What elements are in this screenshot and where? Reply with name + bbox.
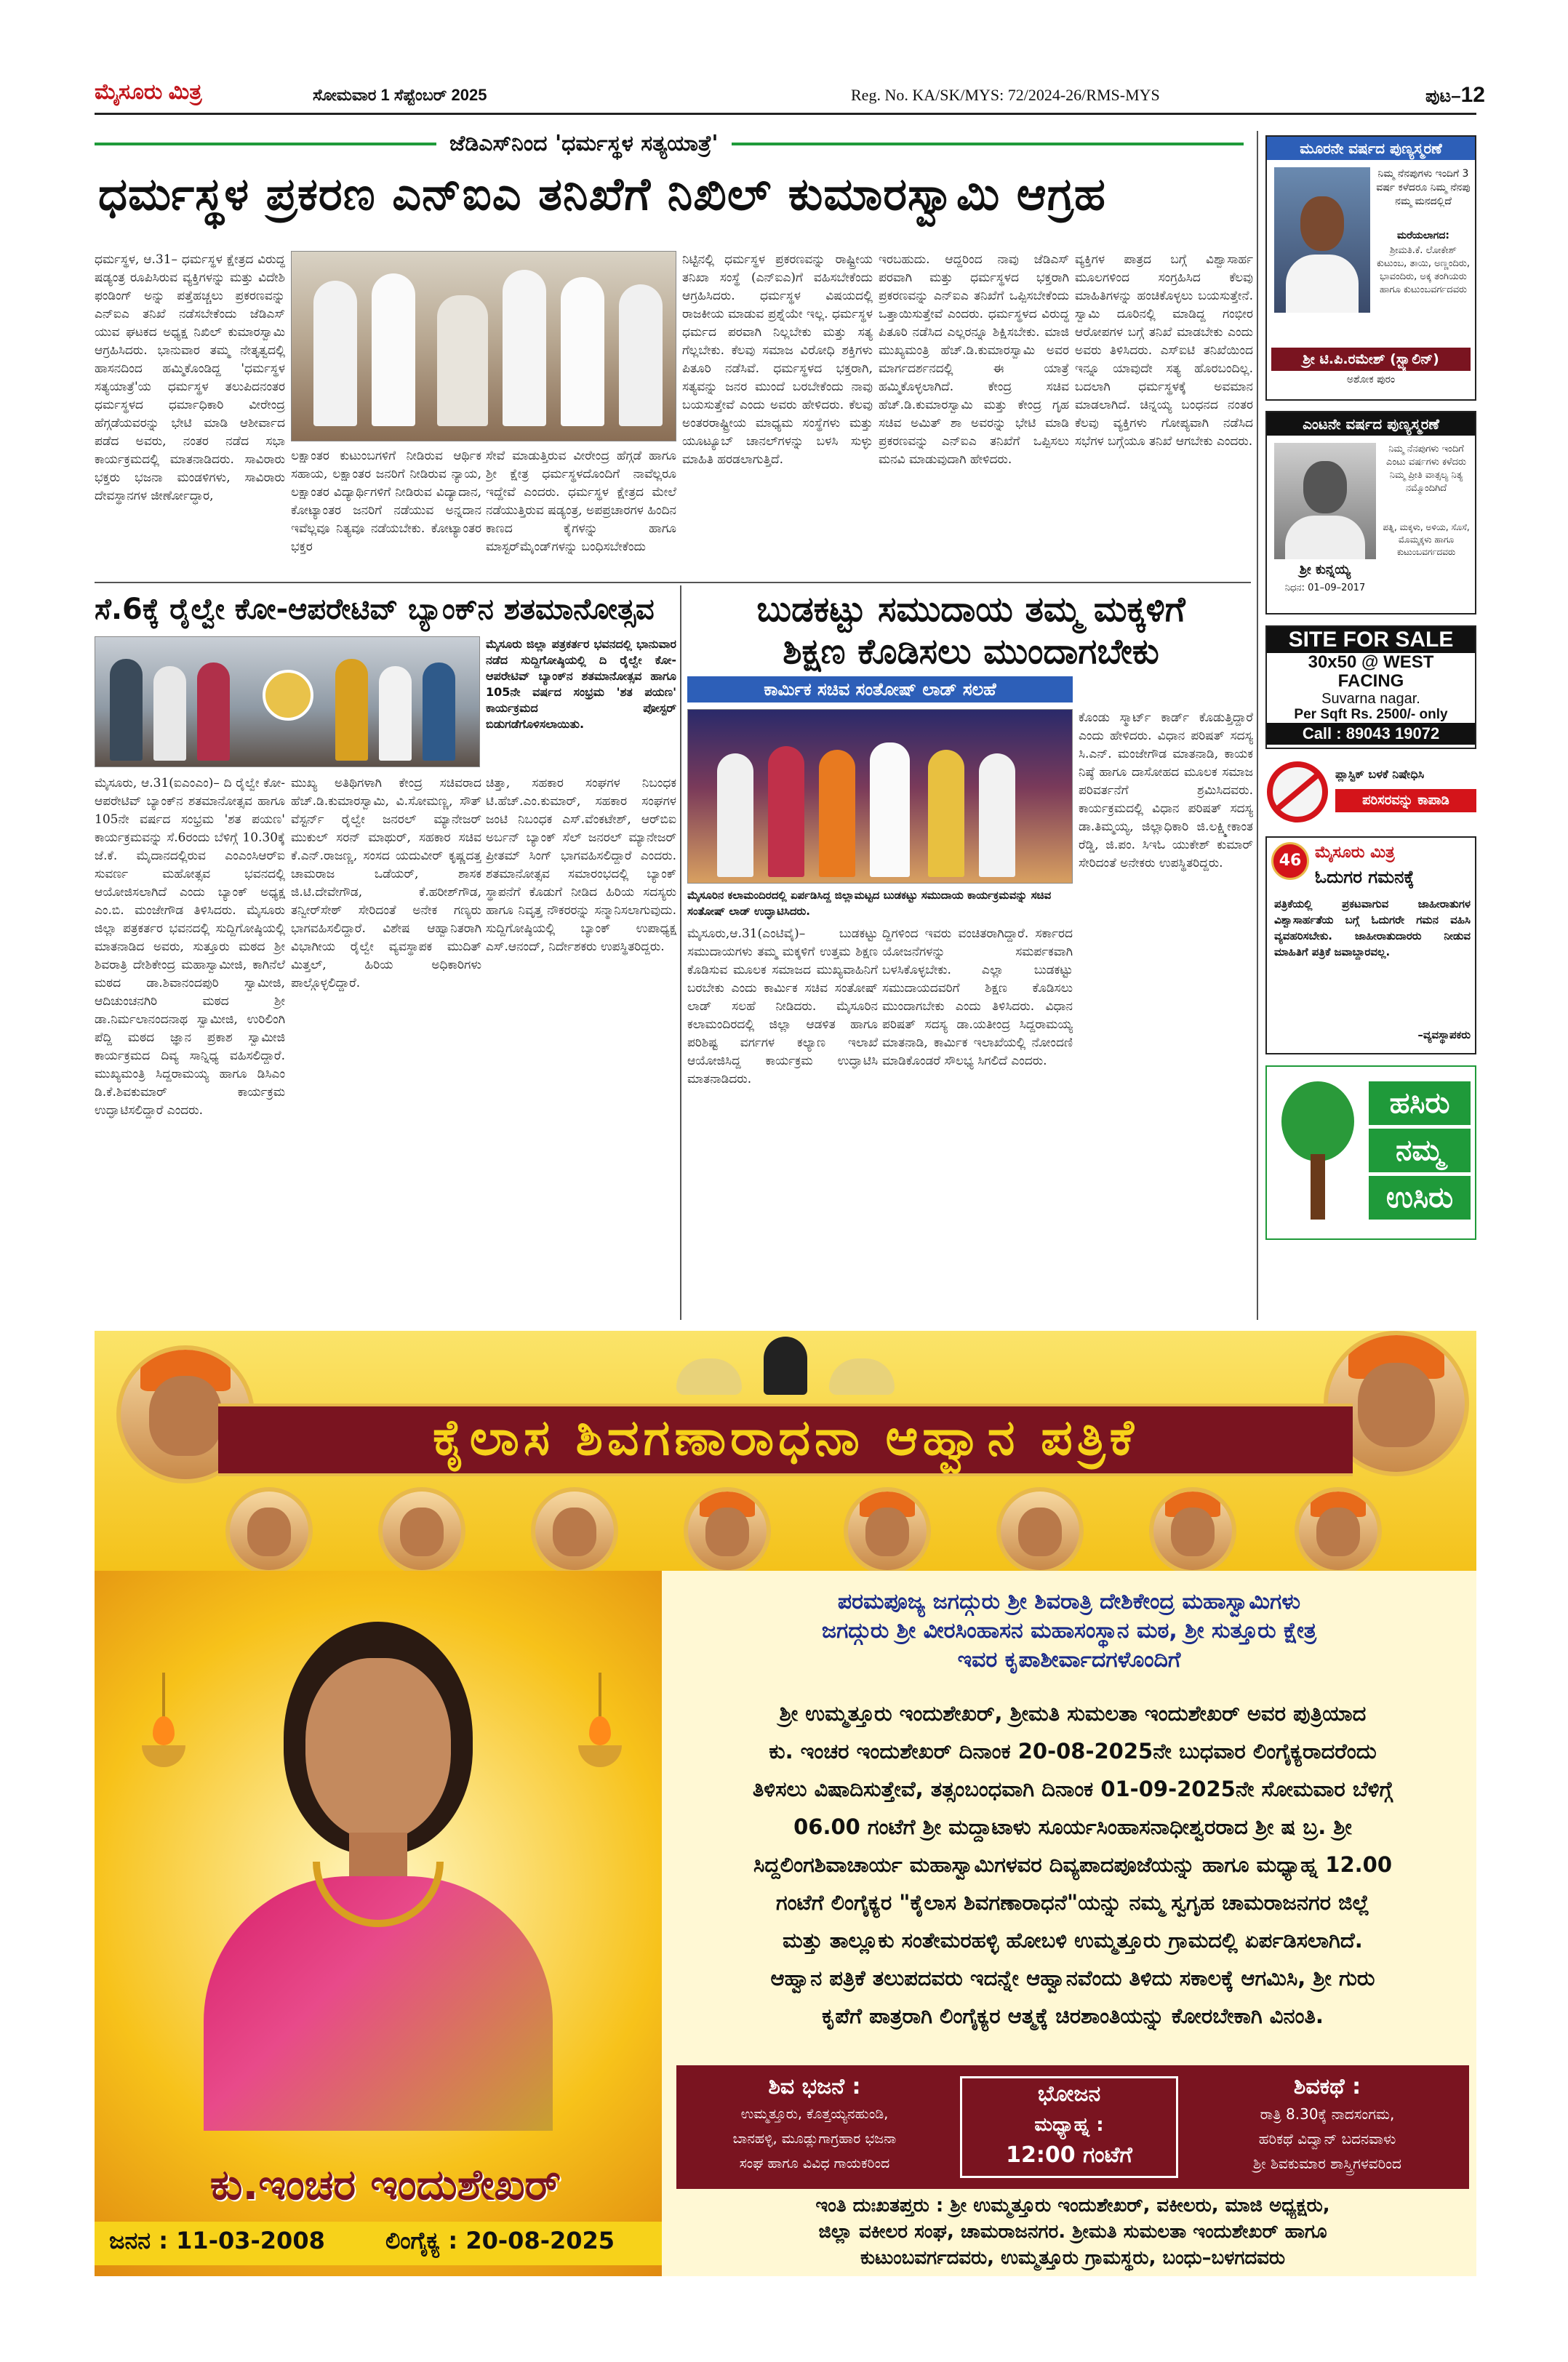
bhajane-line-2: ಬಾನಹಳ್ಳಿ, ಮೂಡ್ಲುಗಾಗ್ರಹಾರ ಭಜನಾ — [732, 2131, 897, 2147]
green-slogan-line-3: ಉಸಿರು — [1369, 1176, 1471, 1220]
mourners-line-1: ಇಂತಿ ದುಃಖತಪ್ತರು : ಶ್ರೀ ಉಮ್ಮತ್ತೂರು ಇಂದುಶೇಖರ್, ವಕೀಲರು, ಮಾಜಿ ಅಧ್ಯಕ್ಷರು, — [815, 2195, 1330, 2217]
swamiji-portrait-8 — [1295, 1487, 1382, 1574]
railway-photo — [95, 636, 480, 767]
ad-body-line-9: ಕೃಪೆಗೆ ಪಾತ್ರರಾಗಿ ಲಿಂಗೈಕ್ಯರ ಆತ್ಮಕ್ಕೆ ಚಿರಶಾಂತಿಯನ್ನು ಕೋರಬೇಕಾಗಿ ವಿನಂತಿ. — [822, 2003, 1324, 2028]
site-for-sale-ad — [1265, 625, 1476, 749]
ad-body — [676, 1694, 1469, 2035]
site-for-sale-title: SITE FOR SALE — [1267, 627, 1475, 653]
paper-name: ಮೈಸೂರು ಮಿತ್ರ — [95, 80, 202, 104]
mourners-line-2: ಜಿಲ್ಲಾ ವಕೀಲರ ಸಂಘ, ಚಾಮರಾಜನಗರ. ಶ್ರೀಮತಿ ಸುಮಲತಾ ಇಂದುಶೇಖರ್ ಹಾಗೂ — [818, 2221, 1327, 2243]
deceased-portrait — [204, 1622, 553, 2131]
shivakathe-line-2: ಹರಿಕಥೆ ವಿದ್ವಾನ್ ಬದನವಾಳು — [1258, 2130, 1396, 2147]
ad-body-line-8: ಆಹ್ವಾನ ಪತ್ರಿಕೆ ತಲುಪದವರು ಇದನ್ನೇ ಆಹ್ವಾನವೆಂದು ತಿಳಿದು ಸಕಾಲಕ್ಕೆ ಆಗಮಿಸಿ, ಶ್ರೀ ಗುರು — [770, 1966, 1375, 1990]
shivakathe-title: ಶಿವಕಥೆ : — [1293, 2074, 1361, 2099]
obituary-1-by-list: ಶ್ರೀಮತಿ.ಕೆ. ಲೋಕೇಶ್ ಕುಟುಂಬ, ತಾಯಿ, ಅಣ್ಣಂದಿರು, ಭಾವಂದಿರು, ಅಕ್ಕ ತಂಗಿಯರು ಹಾಗೂ ಕುಟುಂಬವರ್ಗದವರು — [1376, 245, 1471, 295]
plastic-ban-line-2: ಪರಿಸರವನ್ನು ಕಾಪಾಡಿ — [1335, 789, 1476, 812]
budakattu-caption: ಮೈಸೂರಿನ ಕಲಾಮಂದಿರದಲ್ಲಿ ಏರ್ಪಡಿಸಿದ್ದ ಜಿಲ್ಲಾಮಟ್ಟದ ಬುಡಕಟ್ಟು ಸಮುದಾಯ ಕಾರ್ಯಕ್ರಮವನ್ನು ಸಚಿವ ಸಂತೋಷ್ ಲಾಡ್ ಉದ್ಘಾಟಿಸಿದರು. — [687, 889, 1052, 918]
bhajane-block — [684, 2073, 945, 2182]
deceased-death: ಲಿಂಗೈಕ್ಯ : 20-08-2025 — [385, 2227, 615, 2254]
budakattu-column-1: ಮೈಸೂರು,ಆ.31(ಎಂಟಿವೈ)– ಬುಡಕಟ್ಟು ಸಮುದಾಯಗಳು ತಮ್ಮ ಮಕ್ಕಳಿಗೆ ಉತ್ತಮ ಶಿಕ್ಷಣ ಕೊಡಿಸುವ ಮೂಲಕ ಸಮಾಜದ ಮುಖ್ಯವಾಹಿನಿಗೆ ಬರಬೇಕು ಎಂದು ಕಾರ್ಮಿಕ ಸಚಿವ ಸಂತೋಷ್ ಲಾಡ್ ಸಲಹೆ ನೀಡಿದರು. ಮೈಸೂರಿನ ಕಲಾಮಂದಿರದಲ್ಲಿ ಜಿಲ್ಲಾ ಆಡಳಿತ ಹಾಗೂ ಪರಿಶಿಷ್ಟ ವರ್ಗಗಳ ಕಲ್ಯಾಣ ಇಲಾಖೆ ಆಯೋಜಿಸಿದ್ದ ಕಾರ್ಯಕ್ರಮ ಉದ್ಘಾಟಿಸಿ ಮಾತನಾಡಿದರು. — [687, 926, 878, 1086]
bhajane-title: ಶಿವ ಭಜನೆ : — [768, 2074, 861, 2099]
reader-notice — [1265, 836, 1476, 1054]
ad-blessing-3: ಇವರ ಕೃಪಾಶೀರ್ವಾದಗಳೊಂದಿಗೆ — [957, 1647, 1181, 1673]
reader-notice-paper: ಮೈಸೂರು ಮಿತ್ರ — [1315, 844, 1395, 862]
lead-column-6: ವ್ಯಕ್ತಿಗಳ ಪಾತ್ರದ ಬಗ್ಗೆ ವಿಶ್ವಾಸಾರ್ಹ ಮೂಲಗಳಿಂದ ಸಂಗ್ರಹಿಸಿದ ಕೆಲವು ಮಾಹಿತಿಗಳನ್ನು ಹಂಚಿಕೊಳ್ಳಲು ಬಯಸುತ್ತೇನೆ. ಸ್ವಾಮಿ ದೂರಿನಲ್ಲಿ ಮಾಡಿದ್ದ ಗಂಭೀರ ಆರೋಪಗಳ ಬಗ್ಗೆ ತನಿಖೆ ಮಾಡಬೇಕು ಎಂದು ಅವರು ತಿಳಿಸಿದರು. ಎಸ್‌ಐಟಿ ತನಿಖೆಯಿಂದ ಇನ್ನೂ ಯಾವುದೇ ಸತ್ಯ ಹೊರಬಂದಿಲ್ಲ. ಬದಲಾಗಿ ಧರ್ಮಸ್ಥಳಕ್ಕೆ ಅವಮಾನ ಮಾಡಲಾಗಿದೆ. ಚಿನ್ನಯ್ಯ ಬಂಧನದ ನಂತರ ಕೆಲವು ವ್ಯಕ್ತಿಗಳು ಗೋಪ್ಯವಾಗಿ ನಡೆಸಿದ ಸಭೆಗಳ ಬಗ್ಗೆಯೂ ತನಿಖೆ ಆಗಬೇಕು ಎಂದರು. — [1075, 252, 1253, 449]
reader-notice-body: ಪತ್ರಿಕೆಯಲ್ಲಿ ಪ್ರಕಟವಾಗುವ ಜಾಹೀರಾತುಗಳ ವಿಶ್ವಾಸಾರ್ಹತೆಯ ಬಗ್ಗೆ ಓದುಗರೇ ಗಮನ ವಹಿಸಿ ವ್ಯವಹರಿಸಬೇಕು. ಜಾಹೀರಾತುದಾರರು ನೀಡುವ ಮಾಹಿತಿಗೆ ಪತ್ರಿಕೆ ಜವಾಬ್ದಾರವಲ್ಲ. — [1274, 897, 1471, 958]
lamp-icon-right — [575, 1673, 625, 1782]
bhojana-block — [960, 2076, 1178, 2178]
budakattu-headline-1: ಬುಡಕಟ್ಟು ಸಮುದಾಯ ತಮ್ಮ ಮಕ್ಕಳಿಗೆ — [756, 589, 1185, 630]
budakattu-column-2: ದ್ದಿಗಳಿಂದ ಇವರು ವಂಚಿತರಾಗಿದ್ದಾರೆ. ಸರ್ಕಾರದ ಯೋಜನೆಗಳನ್ನು ಸಮರ್ಪಕವಾಗಿ ಬಳಸಿಕೊಳ್ಳಬೇಕು. ಎಲ್ಲಾ ಬುಡಕಟ್ಟು ಸಮುದಾಯದವರಿಗೆ ಶಿಕ್ಷಣ ಕೊಡಿಸಲು ಮುಂದಾಗಬೇಕು ಎಂದು ತಿಳಿಸಿದರು. ವಿಧಾನ ಪರಿಷತ್ ಸದಸ್ಯ ಡಾ.ಯತೀಂದ್ರ ಸಿದ್ದರಾಮಯ್ಯ ಮಾತನಾಡಿ, ಕಾರ್ಮಿಕ ಇಲಾಖೆಯಲ್ಲಿ ನೋಂದಣಿ ಮಾಡಿಕೊಂಡರೆ ಸೌಲಭ್ಯ ಸಿಗಲಿದೆ ಎಂದರು. — [882, 926, 1073, 1068]
bhojana-line-1: ಮಧ್ಯಾಹ್ನ : — [1034, 2114, 1104, 2136]
ad-body-line-2: ಕು. ಇಂಚರ ಇಂದುಶೇಖರ್ ದಿನಾಂಕ 20-08-2025ನೇ ಬುಧವಾರ ಲಿಂಗೈಕ್ಯರಾದರೆಂದು — [769, 1739, 1377, 1764]
ad-blessing-2: ಜಗದ್ಗುರು ಶ್ರೀ ವೀರಸಿಂಹಾಸನ ಮಹಾಸಂಸ್ಥಾನ ಮಠ, ಶ್ರೀ ಸುತ್ತೂರು ಕ್ಷೇತ್ರ — [821, 1618, 1317, 1644]
railway-column-3: ಚಿತ್ತಾ, ಸಹಕಾರ ಸಂಘಗಳ ನಿಬಂಧಕ ಟಿ.ಹೆಚ್.ಎಂ.ಕುಮಾರ್, ಸಹಕಾರ ಸಂಘಗಳ ಜಂಟಿ ನಿಬಂಧಕ ಎಸ್.ವೆಂಕಟೇಶ್, ಆರ್‌ಬಿಐ ಅರ್ಬನ್ ಬ್ಯಾಂಕ್ ಸೆಲ್ ಜನರಲ್ ಮ್ಯಾನೇಜರ್ ಪ್ರೀತಮ್ ಸಿಂಗ್ ಭಾಗವಹಿಸಲಿದ್ದಾರೆ ಎಂದರು. ಶತಮಾನೋತ್ಸವ ಸಮಾರಂಭದಲ್ಲಿ ಬ್ಯಾಂಕ್ ಸ್ಥಾಪನೆಗೆ ಕೊಡುಗೆ ನೀಡಿದ ಹಿರಿಯ ಸದಸ್ಯರು ಹಾಗೂ ನಿವೃತ್ತ ನೌಕರರನ್ನು ಸನ್ಮಾನಿಸಲಾಗುವುದು. ಸುದ್ದಿಗೋಷ್ಠಿಯಲ್ಲಿ ಬ್ಯಾಂಕ್ ಉಪಾಧ್ಯಕ್ಷ ಎಸ್.ಆನಂದ್, ನಿರ್ದೇಶಕರು ಉಪಸ್ಥಿತರಿದ್ದರು. — [486, 776, 676, 954]
obituary-2-name: ಶ್ರೀ ಕುನ್ನಯ್ಯ — [1299, 562, 1351, 577]
obituary-2-photo — [1274, 443, 1376, 559]
lead-column-2: ಲಕ್ಷಾಂತರ ಕುಟುಂಬಗಳಿಗೆ ನೀಡಿರುವ ಆರ್ಥಿಕ ಸಹಾಯ, ಲಕ್ಷಾಂತರ ಜನರಿಗೆ ನೀಡಿರುವ ನ್ಯಾಯ, ಲಕ್ಷಾಂತರ ವಿದ್ಯಾರ್ಥಿಗಳಿಗೆ ನೀಡಿರುವ ವಿದ್ಯಾದಾನ, ಕೋಟ್ಯಾಂತರ ಜನರಿಗೆ ನಡೆಯುವ ಅನ್ನದಾನ ಇವೆಲ್ಲವೂ ನಿತ್ಯವೂ ನಡೆಯಬೇಕು. ಕೋಟ್ಯಾಂತರ ಭಕ್ತರ — [291, 449, 481, 554]
railway-column-1: ಮೈಸೂರು, ಆ.31(ಐಎಂಎಂ)– ದಿ ರೈಲ್ವೇ ಕೋ-ಆಪರೇಟಿವ್ ಬ್ಯಾಂಕ್‌ನ ಶತಮಾನೋತ್ಸವ ಹಾಗೂ 105ನೇ ವರ್ಷದ ಸಂಭ್ರಮ 'ಶತ ಪಯಣ' ಕಾರ್ಯಕ್ರಮವನ್ನು ಸೆ.6ರಂದು ಬೆಳಿಗ್ಗೆ 10.30ಕ್ಕೆ ಜೆ.ಕೆ. ಮೈದಾನದಲ್ಲಿರುವ ಎಂಎಂಸಿಆರ್‌ಐ ಸುವರ್ಣ ಮಹೋತ್ಸವ ಭವನದಲ್ಲಿ ಆಯೋಜಿಸಲಾಗಿದೆ ಎಂದು ಬ್ಯಾಂಕ್ ಅಧ್ಯಕ್ಷ ಎಂ.ಬಿ. ಮಂಜೇಗೌಡ ತಿಳಿಸಿದರು. ಮೈಸೂರು ಜಿಲ್ಲಾ ಪತ್ರಕರ್ತರ ಭವನದಲ್ಲಿ ಸುದ್ದಿಗೋಷ್ಠಿಯಲ್ಲಿ ಮಾತನಾಡಿದ ಅವರು, ಸುತ್ತೂರು ಮಠದ ಶ್ರೀ ಶಿವರಾತ್ರಿ ದೇಶಿಕೇಂದ್ರ ಮಹಾಸ್ವಾಮೀಜಿ, ಕಾಗಿನೆಲೆ ಮಠದ ಡಾ.ಶಿವಾನಂದಪುರಿ ಸ್ವಾಮೀಜಿ, ಆದಿಚುಂಚನಗಿರಿ ಮಠದ ಶ್ರೀ ಡಾ.ನಿರ್ಮಲಾನಂದನಾಥ ಸ್ವಾಮೀಜಿ, ಉರಿಲಿಂಗಿ ಪೆದ್ದಿ ಮಠದ ಜ್ಞಾನ ಪ್ರಕಾಶ ಸ್ವಾಮೀಜಿ ಕಾರ್ಯಕ್ರಮದ ದಿವ್ಯ ಸಾನ್ನಿಧ್ಯ ವಹಿಸಲಿದ್ದಾರೆ. ಮುಖ್ಯಮಂತ್ರಿ ಸಿದ್ದರಾಮಯ್ಯ ಹಾಗೂ ಡಿಸಿಎಂ ಡಿ.ಕೆ.ಶಿವಕುಮಾರ್ ಕಾರ್ಯಕ್ರಮ ಉದ್ಘಾಟಿಸಲಿದ್ದಾರೆ ಎಂದರು. — [95, 776, 285, 1118]
bhojana-title: ಭೋಜನ — [1037, 2081, 1101, 2107]
obituary-2-title: ಎಂಟನೇ ವರ್ಷದ ಪುಣ್ಯಸ್ಮರಣೆ — [1267, 412, 1475, 436]
swamiji-row — [225, 1487, 1360, 1582]
tree-icon — [1274, 1081, 1361, 1227]
obituary-1-by-label: ಮರೆಯಲಾಗದ: — [1396, 230, 1450, 241]
lead-column-5: ಇರಬಹುದು. ಆದ್ದರಿಂದ ನಾವು ಜೆಡಿಎಸ್ ಪರವಾಗಿ ಮತ್ತು ಧರ್ಮಸ್ಥಳದ ಭಕ್ತರಾಗಿ ಪ್ರಕರಣವನ್ನು ಎನ್‌ಐಎ ತನಿಖೆಗೆ ಒಪ್ಪಿಸಬೇಕೆಂದು ಒತ್ತಾಯಿಸುತ್ತೇವೆ ಎಂದರು. ಧರ್ಮಸ್ಥಳದ ವಿರುದ್ಧ ಪಿತೂರಿ ನಡೆಸಿದ ಎಲ್ಲರನ್ನೂ ಶಿಕ್ಷಿಸಬೇಕು. ಮಾಜಿ ಮುಖ್ಯಮಂತ್ರಿ ಹೆಚ್.ಡಿ.ಕುಮಾರಸ್ವಾಮಿ ಅವರ ಮಾರ್ಗದರ್ಶನದಲ್ಲಿ ಈ ಯಾತ್ರೆ ಹಮ್ಮಿಕೊಳ್ಳಲಾಗಿದೆ. ಕೇಂದ್ರ ಸಚಿವ ಹೆಚ್.ಡಿ.ಕುಮಾರಸ್ವಾಮಿ ಮತ್ತು ಕೇಂದ್ರ ಗೃಹ ಸಚಿವ ಅಮಿತ್ ಶಾ ಅವರನ್ನು ಭೇಟಿ ಮಾಡಿ ಪ್ರಕರಣವನ್ನು ಎನ್‌ಐಎ ತನಿಖೆಗೆ ಒಪ್ಪಿಸಲು ಮನವಿ ಮಾಡುವುದಾಗಿ ಹೇಳಿದರು. — [879, 252, 1069, 467]
swamiji-portrait-1 — [225, 1487, 313, 1574]
obituary-1-verse: ನಿಮ್ಮ ನೆನಪುಗಳು ಇಂದಿಗೆ 3 ವರ್ಷ ಕಳೆದರೂ ನಿಮ್ಮ ನೆನಪು ನಮ್ಮ ಮನದಲ್ಲಿದೆ — [1376, 168, 1471, 207]
masthead — [95, 79, 1485, 115]
site-for-sale-line-4: Per Sqft Rs. 2500/- only — [1294, 707, 1448, 722]
lead-column-1: ಧರ್ಮಸ್ಥಳ, ಆ.31– ಧರ್ಮಸ್ಥಳ ಕ್ಷೇತ್ರದ ವಿರುದ್ಧ ಷಡ್ಯಂತ್ರ ರೂಪಿಸಿರುವ ವ್ಯಕ್ತಿಗಳನ್ನು ಮತ್ತು ವಿದೇಶಿ ಫಂಡಿಂಗ್ ಅನ್ನು ಪತ್ತೆಹಚ್ಚಲು ಪ್ರಕರಣವನ್ನು ಎನ್‌ಐಎ ತನಿಖೆ ನಡೆಸಬೇಕೆಂದು ಜೆಡಿಎಸ್ ಯುವ ಘಟಕದ ಅಧ್ಯಕ್ಷ ನಿಖಿಲ್ ಕುಮಾರಸ್ವಾಮಿ ಆಗ್ರಹಿಸಿದರು. ಭಾನುವಾರ ತಮ್ಮ ನೇತೃತ್ವದಲ್ಲಿ ಹಾಸನದಿಂದ ಹಮ್ಮಿಕೊಂಡಿದ್ದ 'ಧರ್ಮಸ್ಥಳ ಸತ್ಯಯಾತ್ರೆ'ಯ ಧರ್ಮಸ್ಥಳ ತಲುಪಿದನಂತರ ಧರ್ಮಸ್ಥಳದ ಧರ್ಮಾಧಿಕಾರಿ ವೀರೇಂದ್ರ ಹೆಗ್ಗಡೆಯವರನ್ನು ಭೇಟಿ ಮಾಡಿ ಆಶೀರ್ವಾದ ಪಡೆದ ಅವರು, ನಂತರ ನಡೆದ ಸಭಾ ಕಾರ್ಯಕ್ರಮದಲ್ಲಿ ಮಾತನಾಡಿದರು. ಸಾವಿರಾರು ಭಕ್ತರು ಭಜನಾ ಮಂಡಳಿಗಳು, ಸಾವಿರಾರು ದೇವಸ್ಥಾನಗಳ ಜೀರ್ಣೋದ್ಧಾರ, — [95, 252, 285, 503]
deceased-birth: ಜನನ : 11-03-2008 — [109, 2227, 325, 2254]
issue-date: ಸೋಮವಾರ 1 ಸೆಪ್ಟೆಂಬರ್ 2025 — [313, 86, 487, 104]
anniversary-badge-number: 46 — [1279, 852, 1302, 870]
page-label — [1425, 83, 1485, 108]
railway-column-2: ಮುಖ್ಯ ಅತಿಥಿಗಳಾಗಿ ಕೇಂದ್ರ ಸಚಿವರಾದ ಹೆಚ್.ಡಿ.ಕುಮಾರಸ್ವಾಮಿ, ವಿ.ಸೋಮಣ್ಣ, ಸೌತ್ ವೆಸ್ಟರ್ನ್ ರೈಲ್ವೇ ಜನರಲ್ ಮ್ಯಾನೇಜರ್ ಮುಕುಲ್ ಸರನ್ ಮಾಥುರ್, ಸಹಕಾರ ಸಚಿವ ಕೆ.ಎನ್.ರಾಜಣ್ಣ, ಸಂಸದ ಯದುವೀರ್ ಕೃಷ್ಣದತ್ತ ಚಾಮರಾಜ ಒಡೆಯರ್, ಶಾಸಕ ಜಿ.ಟಿ.ದೇವೇಗೌಡ, ಕೆ.ಹರೀಶ್‌ಗೌಡ, ತನ್ವೀರ್‌ಸೇಠ್ ಸೇರಿದಂತೆ ಅನೇಕ ಗಣ್ಯರು ಭಾಗವಹಿಸಲಿದ್ದಾರೆ. ವಿಶೇಷ ಆಹ್ವಾನಿತರಾಗಿ ವಿಭಾಗೀಯ ರೈಲ್ವೇ ವ್ಯವಸ್ಥಾಪಕ ಮುದಿತ್ ಮಿತ್ತಲ್, ಹಿರಿಯ ಅಧಿಕಾರಿಗಳು ಪಾಲ್ಗೊಳ್ಳಲಿದ್ದಾರೆ. — [291, 776, 481, 990]
reader-notice-sign: –ವ್ಯವಸ್ಥಾಪಕರು — [1417, 1028, 1471, 1041]
railway-caption: ಮೈಸೂರು ಜಿಲ್ಲಾ ಪತ್ರಕರ್ತರ ಭವನದಲ್ಲಿ ಭಾನುವಾರ ನಡೆದ ಸುದ್ದಿಗೋಷ್ಠಿಯಲ್ಲಿ ದಿ ರೈಲ್ವೇ ಕೋ-ಆಪರೇಟಿವ್ ಬ್ಯಾಂಕ್‌ನ ಶತಮಾನೋತ್ಸವ ಹಾಗೂ 105ನೇ ವರ್ಷದ ಸಂಭ್ರಮ 'ಶತ ಪಯಣ' ಕಾರ್ಯಕ್ರಮದ ಪೋಸ್ಟರ್ ಬಿಡುಗಡೆಗೊಳಿಸಲಾಯಿತು. — [486, 637, 676, 731]
shivakathe-line-1: ರಾತ್ರಿ 8.30ಕ್ಕೆ ನಾದಸಂಗಮ, — [1260, 2105, 1395, 2123]
swamiji-portrait-2 — [378, 1487, 465, 1574]
budakattu-subhead: ಕಾರ್ಮಿಕ ಸಚಿವ ಸಂತೋಷ್ ಲಾಡ್ ಸಲಹೆ — [687, 676, 1073, 702]
site-for-sale-line-2: FACING — [1337, 671, 1404, 691]
site-for-sale-line-3: Suvarna nagar. — [1321, 691, 1420, 707]
swamiji-portrait-3 — [531, 1487, 618, 1574]
rail-divider — [1257, 131, 1258, 1320]
page-number: 12 — [1460, 83, 1485, 107]
lead-kicker: ಜೆಡಿಎಸ್‌ನಿಂದ 'ಧರ್ಮಸ್ಥಳ ಸತ್ಯಯಾತ್ರೆ' — [436, 131, 732, 156]
budakattu-photo — [687, 709, 1073, 884]
plastic-ban-line-1: ಪ್ಲಾಸ್ಟಿಕ್ ಬಳಕೆ ನಿಷೇಧಿಸಿ — [1335, 767, 1425, 781]
obituary-box-2 — [1265, 411, 1476, 614]
obituary-1-place: ಅಶೋಕ ಪುರಂ — [1346, 374, 1396, 385]
anniversary-badge — [1271, 842, 1309, 880]
lead-column-3: ಸೇವೆ ಮಾಡುತ್ತಿರುವ ವೀರೇಂದ್ರ ಹೆಗ್ಗಡೆ ಹಾಗೂ ಶ್ರೀ ಕ್ಷೇತ್ರ ಧರ್ಮಸ್ಥಳದೊಂದಿಗೆ ನಾವೆಲ್ಲರೂ ಇದ್ದೇವೆ ಎಂದರು. ಧರ್ಮಸ್ಥಳ ಕ್ಷೇತ್ರದ ಮೇಲೆ ನಡೆಯುತ್ತಿರುವ ಷಡ್ಯಂತ್ರ, ಅಪಪ್ರಚಾರಗಳ ಹಿಂದಿನ ಕಾಣದ ಕೈಗಳನ್ನು ಹಾಗೂ ಮಾಸ್ಟರ್‌ಮೈಂಡ್‌ಗಳನ್ನು ಬಂಧಿಸಬೇಕೆಂದು — [486, 449, 676, 554]
ad-body-line-3: ತಿಳಿಸಲು ವಿಷಾದಿಸುತ್ತೇವೆ, ತತ್ಸಂಬಂಧವಾಗಿ ದಿನಾಂಕ 01-09-2025ನೇ ಸೋಮವಾರ ಬೆಳಿಗ್ಗೆ — [752, 1777, 1393, 1801]
bhajane-line-3: ಸಂಘ ಹಾಗೂ ವಿವಿಧ ಗಾಯಕರಿಂದ — [739, 2155, 890, 2171]
lead-headline: ಧರ್ಮಸ್ಥಳ ಪ್ರಕರಣ ಎನ್‌ಐಎ ತನಿಖೆಗೆ ನಿಖಿಲ್ ಕುಮಾರಸ್ವಾಮಿ ಆಗ್ರಹ — [98, 167, 1106, 220]
budakattu-column-3: ಕೊಂಡು ಸ್ಮಾರ್ಟ್ ಕಾರ್ಡ್ ಕೊಡುತ್ತಿದ್ದಾರೆ ಎಂದು ಹೇಳಿದರು. ವಿಧಾನ ಪರಿಷತ್ ಸದಸ್ಯ ಸಿ.ಎನ್. ಮಂಜೇಗೌಡ ಮಾತನಾಡಿ, ಕಾಯಕ ನಿಷ್ಠೆ ಹಾಗೂ ದಾಸೋಹದ ಮೂಲಕ ಸಮಾಜ ಪರಿವರ್ತನೆಗೆ ಶ್ರಮಿಸಿದವರು. ಕಾರ್ಯಕ್ರಮದಲ್ಲಿ ವಿಧಾನ ಪರಿಷತ್ ಸದಸ್ಯ ಡಾ.ತಿಮ್ಮಯ್ಯ, ಜಿಲ್ಲಾಧಿಕಾರಿ ಜಿ.ಲಕ್ಷ್ಮೀಕಾಂತ ರೆಡ್ಡಿ, ಜಿ.ಪಂ. ಸಿಇಓ ಯುಕೇಶ್ ಕುಮಾರ್ ಸೇರಿದಂತೆ ಅನೇಕರು ಉಪಸ್ಥಿತರಿದ್ದರು. — [1079, 710, 1253, 870]
lead-photo — [291, 251, 676, 441]
swamiji-portrait-4 — [684, 1487, 771, 1574]
railway-headline: ಸೆ.6ಕ್ಕೆ ರೈಲ್ವೇ ಕೋ-ಆಪರೇಟಿವ್ ಬ್ಯಾಂಕ್‌ನ ಶತಮಾನೋತ್ಸವ — [95, 593, 655, 626]
ad-body-line-7: ಮತ್ತು ತಾಲ್ಲೂಕು ಸಂತೇಮರಹಳ್ಳಿ ಹೋಬಳಿ ಉಮ್ಮತ್ತೂರು ಗ್ರಾಮದಲ್ಲಿ ಏರ್ಪಡಿಸಲಾಗಿದೆ. — [783, 1928, 1363, 1953]
shivaganaradhane-ad — [95, 1331, 1476, 2276]
story-divider — [680, 585, 681, 1320]
ad-mourners — [676, 2193, 1469, 2271]
shivakathe-block — [1193, 2073, 1462, 2182]
deceased-name: ಕು.ಇಂಚರ ಇಂದುಶೇಖರ್ — [209, 2160, 561, 2209]
obituary-2-by-list: ಪತ್ನಿ, ಮಕ್ಕಳು, ಅಳಿಯ, ಸೊಸೆ, ಮೊಮ್ಮಕ್ಕಳು ಹಾಗೂ ಕುಟುಂಬವರ್ಗದವರು — [1383, 522, 1470, 557]
swamiji-portrait-7 — [1149, 1487, 1236, 1574]
shivalinga-icon — [676, 1337, 895, 1402]
green-slogan-line-2: ನಮ್ಮ — [1369, 1129, 1471, 1172]
budakattu-headline-2: ಶಿಕ್ಷಣ ಕೊಡಿಸಲು ಮುಂದಾಗಬೇಕು — [783, 631, 1159, 672]
bhajane-line-1: ಉಮ್ಮತ್ತೂರು, ಕೊತ್ತಯ್ಯನಹುಂಡಿ, — [740, 2106, 889, 2122]
obituary-box-1 — [1265, 135, 1476, 401]
reader-notice-title: ಓದುಗರ ಗಮನಕ್ಕೆ — [1315, 867, 1415, 887]
obituary-1-photo — [1274, 167, 1370, 313]
ad-body-line-4: 06.00 ಗಂಟೆಗೆ ಶ್ರೀ ಮದ್ದಾಟಾಳು ಸೂರ್ಯಸಿಂಹಾಸನಾಧೀಶ್ವರರಾದ ಶ್ರೀ ಷ ಬ್ರ. ಶ್ರೀ — [793, 1814, 1352, 1839]
ad-title: ಕೈಲಾಸ ಶಿವಗಣಾರಾಧನಾ ಆಹ್ವಾನ ಪತ್ರಿಕೆ — [433, 1409, 1138, 1467]
ad-body-line-6: ಗಂಟೆಗೆ ಲಿಂಗೈಕ್ಯರ "ಕೈಲಾಸ ಶಿವಗಣಾರಾಧನೆ"ಯನ್ನು ನಮ್ಮ ಸ್ವಗೃಹ ಚಾಮರಾಜನಗರ ಜಿಲ್ಲೆ — [776, 1890, 1369, 1915]
obituary-2-verse: ನಿಮ್ಮ ನೆನಪುಗಳು ಇಂದಿಗೆ ಎಂಟು ವರ್ಷಗಳು ಕಳೆದರು ನಿಮ್ಮ ಪ್ರೀತಿ ವಾತ್ಸಲ್ಯ ನಿತ್ಯ ನಮ್ಮೊಂದಿಗಿದೆ — [1386, 444, 1466, 494]
lamp-icon-left — [138, 1673, 189, 1782]
page-label-text: ಪುಟ– — [1425, 87, 1461, 106]
mourners-line-3: ಕುಟುಂಬವರ್ಗದವರು, ಉಮ್ಮತ್ತೂರು ಗ್ರಾಮಸ್ಥರು, ಬಂಧು–ಬಳಗದವರು — [860, 2247, 1285, 2269]
no-plastic-icon — [1267, 761, 1328, 822]
green-slogan-line-1: ಹಸಿರು — [1369, 1081, 1471, 1125]
green-slogan — [1265, 1065, 1476, 1240]
ad-body-line-5: ಸಿದ್ದಲಿಂಗಶಿವಾಚಾರ್ಯ ಮಹಾಸ್ವಾಮಿಗಳವರ ದಿವ್ಯಪಾದಪೂಜೆಯನ್ನು ಹಾಗೂ ಮಧ್ಯಾಹ್ನ 12.00 — [753, 1852, 1392, 1877]
swamiji-portrait-5 — [844, 1487, 931, 1574]
registration-number: Reg. No. KA/SK/MYS: 72/2024-26/RMS-MYS — [851, 86, 1160, 104]
obituary-1-name: ಶ್ರೀ ಟಿ.ಪಿ.ರಮೇಶ್ (ಸ್ಟ್ಯಾಲಿನ್) — [1271, 348, 1471, 371]
plastic-ban-notice — [1265, 760, 1476, 825]
site-for-sale-phone: Call : 89043 19072 — [1267, 723, 1475, 745]
site-for-sale-line-1: 30x50 @ WEST — [1308, 652, 1434, 672]
bhojana-time: 12:00 ಗಂಟೆಗೆ — [1006, 2142, 1132, 2168]
ad-blessing-1: ಪರಮಪೂಜ್ಯ ಜಗದ್ಗುರು ಶ್ರೀ ಶಿವರಾತ್ರಿ ದೇಶಿಕೇಂದ್ರ ಮಹಾಸ್ವಾಮಿಗಳು — [837, 1589, 1301, 1614]
obituary-2-death: ನಿಧನ: 01–09–2017 — [1284, 583, 1366, 593]
lead-column-4: ನಿಟ್ಟಿನಲ್ಲಿ ಧರ್ಮಸ್ಥಳ ಪ್ರಕರಣವನ್ನು ರಾಷ್ಟ್ರೀಯ ತನಿಖಾ ಸಂಸ್ಥೆ (ಎನ್‌ಐಎ)ಗೆ ವಹಿಸಬೇಕೆಂದು ಆಗ್ರಹಿಸಿದರು. ಧರ್ಮಸ್ಥಳ ವಿಷಯದಲ್ಲಿ ರಾಜಕೀಯ ಮಾಡುವ ಪ್ರಶ್ನೆಯೇ ಇಲ್ಲ. ಧರ್ಮಸ್ಥಳ ಧರ್ಮದ ಪರವಾಗಿ ನಿಲ್ಲಬೇಕು ಮತ್ತು ಸತ್ಯ ಗೆಲ್ಲಬೇಕು. ಕೆಲವು ಸಮಾಜ ವಿರೋಧಿ ಶಕ್ತಿಗಳು ಪಿತೂರಿ ನಡೆಸಿವೆ. ಧರ್ಮಸ್ಥಳದ ಭಕ್ತರಾಗಿ, ಸತ್ಯವನ್ನು ಜನರ ಮುಂದೆ ಬರಬೇಕೆಂದು ನಾವು ಬಯಸುತ್ತೇವೆ ಎಂದು ಅವರು ಹೇಳಿದರು. ಕೆಲವು ಅಂತರರಾಷ್ಟ್ರೀಯ ಮಾಧ್ಯಮ ಸಂಸ್ಥೆಗಳು ಮತ್ತು ಯೂಟ್ಯೂಬ್ ಚಾನಲ್‌ಗಳನ್ನು ಬಳಸಿ ಸುಳ್ಳು ಮಾಹಿತಿ ಹರಡಲಾಗುತ್ತಿದೆ. — [682, 252, 873, 467]
ad-body-line-1: ಶ್ರೀ ಉಮ್ಮತ್ತೂರು ಇಂದುಶೇಖರ್, ಶ್ರೀಮತಿ ಸುಮಲತಾ ಇಂದುಶೇಖರ್ ಅವರ ಪುತ್ರಿಯಾದ — [779, 1701, 1367, 1726]
shivakathe-line-3: ಶ್ರೀ ಶಿವಕುಮಾರ ಶಾಸ್ತ್ರಿಗಳವರಿಂದ — [1253, 2155, 1401, 2172]
lead-bottom-rule — [95, 582, 1251, 583]
swamiji-portrait-6 — [996, 1487, 1084, 1574]
obituary-1-title: ಮೂರನೇ ವರ್ಷದ ಪುಣ್ಯಸ್ಮರಣೆ — [1267, 137, 1475, 160]
